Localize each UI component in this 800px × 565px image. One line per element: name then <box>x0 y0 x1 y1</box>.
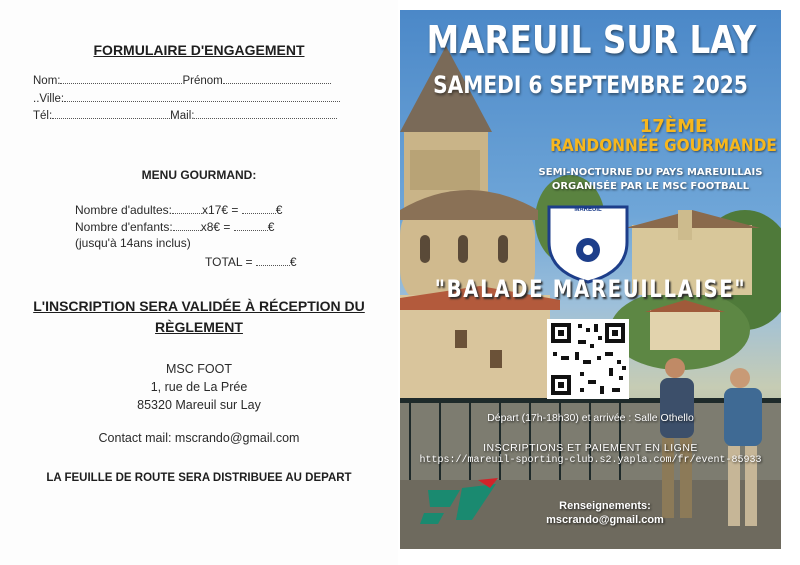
poster-email[interactable]: mscrando@gmail.com <box>546 514 664 526</box>
village-house <box>400 295 550 405</box>
mail-label: Mail: <box>170 110 195 122</box>
menu-title: MENU GOURMAND: <box>141 168 257 182</box>
poster-balade-title: "BALADE MAREUILLAISE" <box>434 275 747 303</box>
poster-info-label: Renseignements: <box>559 500 651 512</box>
children-line <box>75 220 274 234</box>
poster-town: MAREUIL SUR LAY <box>426 18 757 62</box>
adults-currency: € <box>275 203 283 217</box>
postal-address <box>0 360 398 414</box>
poster-organizer: ORGANISÉE PAR LE MSC FOOTBALL <box>551 181 750 192</box>
phone-label: Tél: <box>33 110 53 122</box>
total-line <box>205 255 297 269</box>
village-window <box>455 330 467 348</box>
contact-email: Contact mail: mscrando@gmail.com <box>98 431 300 445</box>
city-blank <box>64 91 340 102</box>
children-total-blank <box>234 220 268 231</box>
name-field <box>33 73 331 87</box>
address-city: 85320 Mareuil sur Lay <box>137 398 261 412</box>
poster-departure-info: Départ (17h-18h30) et arrivée : Salle Othello <box>487 412 694 424</box>
mail-blank <box>194 108 337 119</box>
adults-count-blank <box>172 203 202 214</box>
church-belfry <box>410 150 480 190</box>
validation-notice: L'INSCRIPTION SERA VALIDÉE À RÉCEPTION DU RÈGLEMENT <box>33 298 365 335</box>
msc-football-badge <box>549 207 627 282</box>
total-label: TOTAL = <box>205 255 253 269</box>
church-window <box>458 235 468 263</box>
name-label: Nom: <box>33 75 61 87</box>
total-currency: € <box>289 255 297 269</box>
adults-price: x17€ = <box>202 203 239 217</box>
adults-line <box>75 203 282 217</box>
children-age-note: (jusqu'à 14ans inclus) <box>75 236 191 250</box>
poster-semi-nocturne: SEMI-NOCTURNE DU PAYS MAREUILLAIS <box>538 167 763 178</box>
children-currency: € <box>267 220 275 234</box>
children-count-blank <box>173 220 201 231</box>
children-price: x8€ = <box>200 220 231 234</box>
event-poster <box>400 10 781 549</box>
address-street: 1, rue de La Prée <box>150 380 248 394</box>
firstname-label: Prénom <box>182 75 223 87</box>
phone-blank <box>52 108 170 119</box>
chateau-tower <box>678 210 692 240</box>
city-label: ..Ville: <box>33 93 65 105</box>
badge-label: MAREUIL <box>574 207 602 213</box>
address-name: MSC FOOT <box>166 362 232 376</box>
poster-event-name: RANDONNÉE GOURMANDE <box>550 136 777 156</box>
route-sheet-note: LA FEUILLE DE ROUTE SERA DISTRIBUEE AU DEPART <box>46 472 352 484</box>
city-field <box>33 91 340 105</box>
qr-code <box>547 319 629 399</box>
church-window <box>420 235 430 263</box>
poster-edition: 17ÈME <box>639 116 708 137</box>
adults-total-blank <box>242 203 276 214</box>
adults-label: Nombre d'adultes: <box>75 203 173 217</box>
registration-form-page <box>0 0 398 565</box>
poster-online-registration: INSCRIPTIONS ET PAIEMENT EN LIGNE <box>483 442 698 454</box>
poster-registration-url[interactable]: https://mareuil-sporting-club.s2.yapla.com/fr/event-85933 <box>419 455 762 466</box>
firstname-blank <box>223 73 331 84</box>
house <box>650 310 720 350</box>
church-window <box>498 235 508 263</box>
total-blank <box>256 255 290 266</box>
children-label: Nombre d'enfants: <box>75 220 173 234</box>
form-title: FORMULAIRE D'ENGAGEMENT <box>93 42 305 58</box>
phone-mail-field <box>33 108 337 122</box>
village-window <box>490 350 502 368</box>
name-blank <box>60 73 182 84</box>
poster-date: SAMEDI 6 SEPTEMBRE 2025 <box>433 71 748 99</box>
